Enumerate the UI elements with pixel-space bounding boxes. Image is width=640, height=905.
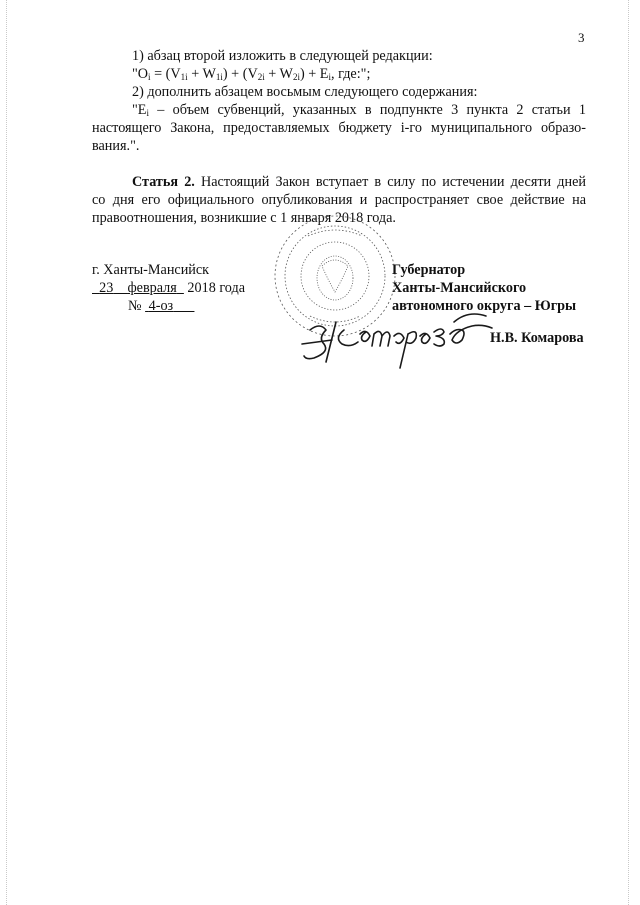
article-2-line-2: со дня его официального опубликования и распространяет свое действие на: [92, 192, 586, 208]
footer-law-number: № 4-оз: [128, 298, 174, 314]
amendment-item-1: 1) абзац второй изложить в следующей редакции:: [132, 48, 433, 64]
scan-edge-left: [6, 0, 7, 905]
amendment-item-2: 2) дополнить абзацем восьмым следующего содержания:: [132, 84, 478, 100]
governor-signature: [296, 300, 506, 370]
footer-date: 23 февраля 2018 года: [99, 280, 246, 296]
governor-title-2: Ханты-Мансийского: [392, 280, 527, 296]
scan-edge-right: [628, 0, 629, 905]
article-2-line-3: правоотношения, возникшие с 1 января 2018 года.: [92, 210, 396, 226]
article-2-line-1: Статья 2. Настоящий Закон вступает в силу по истечении десяти дней: [132, 174, 586, 190]
governor-title-3: автономного округа – Югры: [392, 298, 577, 314]
amendment-quote-line-2: настоящего Закона, предоставляемых бюджету i-го муниципального образо-: [92, 120, 586, 136]
governor-name: Н.В. Комарова: [490, 330, 584, 346]
amendment-formula: "$O_i = (V_{1i} + W_{1i}) + (V_{2i} + W_{2i}) + E_i$, где:";: [132, 66, 371, 82]
amendment-quote-line-1: "$E_i$ – объем субвенций, указанных в подпункте 3 пункта 2 статьи 1: [132, 102, 586, 118]
page-number: 3: [578, 30, 585, 45]
footer-city: г. Ханты-Мансийск: [92, 262, 210, 278]
amendment-quote-line-3: вания.".: [92, 138, 140, 154]
governor-title-1: Губернатор: [392, 262, 466, 278]
